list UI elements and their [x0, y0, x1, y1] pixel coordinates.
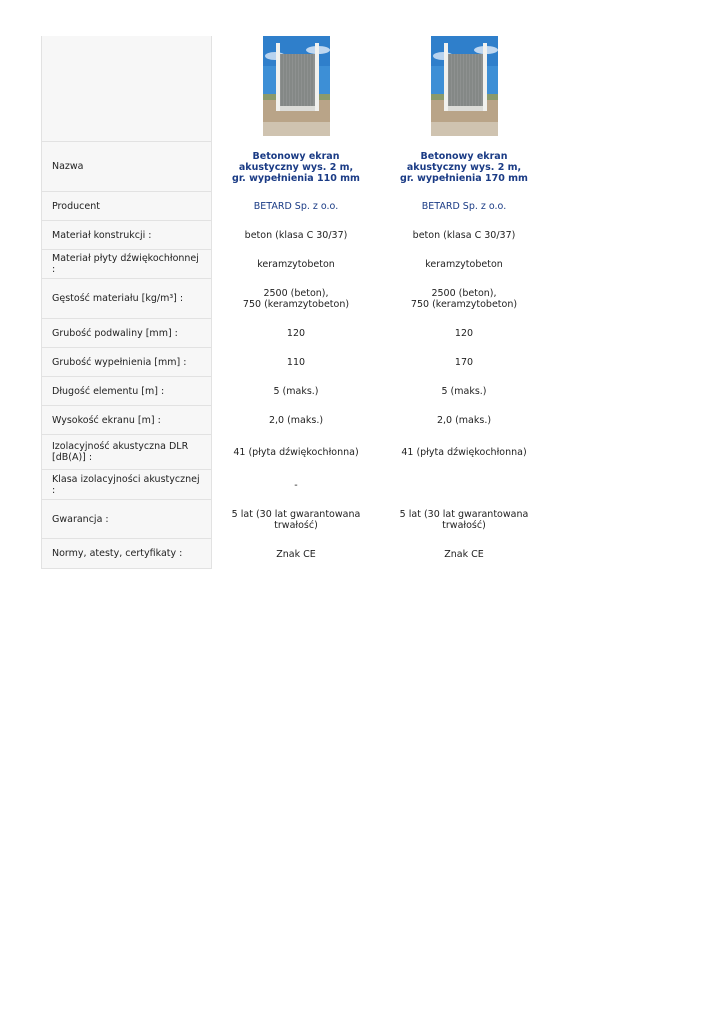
product-2-photo[interactable] [431, 36, 498, 136]
product-2-insulation: 41 (płyta dźwiękochłonna) [401, 447, 527, 458]
product-1-height: 2,0 (maks.) [268, 415, 324, 426]
product-1-producer-link[interactable]: BETARD Sp. z o.o. [253, 201, 339, 212]
row-label-height: Wysokość ekranu [m] : [41, 406, 212, 435]
product-2-image-cell [380, 36, 548, 142]
product-2-panel-material: keramzytobeton [425, 259, 503, 270]
product-2-warranty: 5 lat (30 lat gwarantowana trwałość) [399, 508, 529, 531]
product-1-length: 5 (maks.) [273, 386, 319, 397]
product-1-image-cell [212, 36, 380, 142]
row-label-density: Gęstość materiału [kg/m³] : [41, 279, 212, 319]
product-1-insulation-class: - [294, 479, 298, 491]
product-2-base-thickness: 120 [454, 328, 474, 339]
product-2-insulation-class [380, 470, 548, 500]
product-2-material: beton (klasa C 30/37) [412, 230, 516, 241]
row-label-base-thickness: Grubość podwaliny [mm] : [41, 319, 212, 348]
product-2-producer-link[interactable]: BETARD Sp. z o.o. [421, 201, 507, 212]
product-2-fill-thickness: 170 [454, 357, 474, 368]
product-1-panel-material: keramzytobeton [257, 259, 335, 270]
row-label-fill-thickness: Grubość wypełnienia [mm] : [41, 348, 212, 377]
row-label-producer: Producent [41, 192, 212, 221]
product-1-density: 2500 (beton), 750 (keramzytobeton) [242, 288, 350, 310]
row-label-length: Długość elementu [m] : [41, 377, 212, 406]
product-2-length: 5 (maks.) [441, 386, 487, 397]
product-1-fill-thickness: 110 [286, 357, 306, 368]
row-label-insulation-class: Klasa izolacyjności akustycznej : [41, 470, 212, 500]
product-1-insulation: 41 (płyta dźwiękochłonna) [233, 447, 359, 458]
product-2-height: 2,0 (maks.) [436, 415, 492, 426]
image-header-cell [41, 36, 212, 142]
row-label-warranty: Gwarancja : [41, 500, 212, 539]
row-label-name: Nazwa [41, 142, 212, 192]
product-1-material: beton (klasa C 30/37) [244, 230, 348, 241]
row-label-panel-material: Materiał płyty dźwiękochłonnej : [41, 250, 212, 279]
product-1-name-link[interactable]: Betonowy ekran akustyczny wys. 2 m, gr. wypełnienia 110 mm [232, 150, 360, 184]
product-2-density: 2500 (beton), 750 (keramzytobeton) [410, 288, 518, 310]
product-2-name-link[interactable]: Betonowy ekran akustyczny wys. 2 m, gr. wypełnienia 170 mm [400, 150, 528, 184]
product-1-warranty: 5 lat (30 lat gwarantowana trwałość) [231, 508, 361, 531]
row-label-insulation: Izolacyjność akustyczna DLR [dB(A)] : [41, 435, 212, 470]
product-2-norms: Znak CE [444, 548, 484, 560]
row-label-material: Materiał konstrukcji : [41, 221, 212, 250]
comparison-table [41, 36, 548, 569]
product-1-photo[interactable] [263, 36, 330, 136]
product-1-norms: Znak CE [276, 548, 316, 560]
row-label-norms: Normy, atesty, certyfikaty : [41, 539, 212, 569]
product-1-base-thickness: 120 [286, 328, 306, 339]
